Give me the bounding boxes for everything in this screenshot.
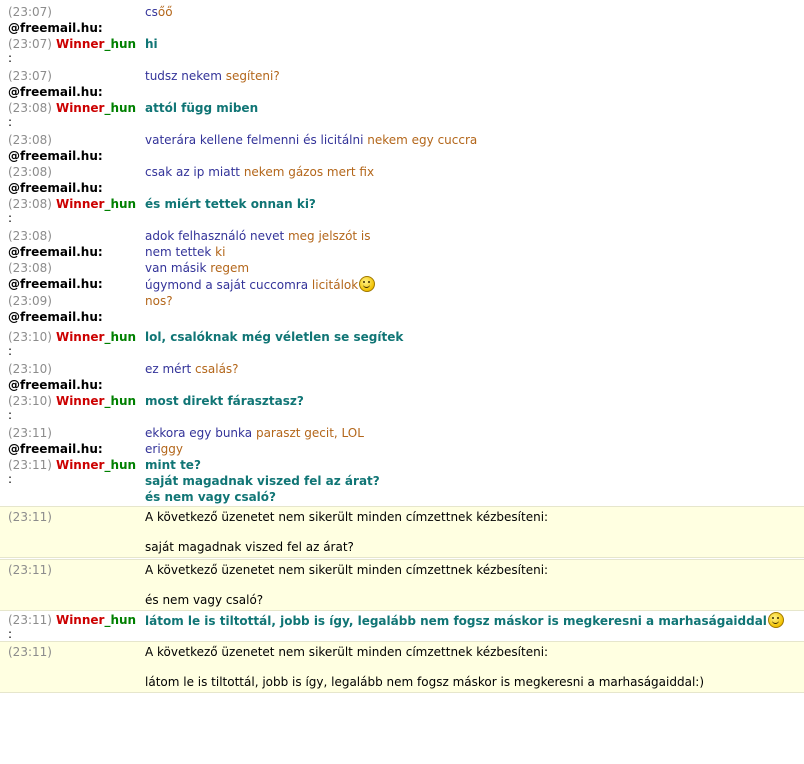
smiley-icon (359, 276, 375, 292)
message-text (145, 132, 804, 164)
sender-name-part: Winner (55, 458, 105, 472)
message-text (145, 228, 804, 260)
message-time: (23:07) (8, 37, 52, 51)
message-time: (23:10) (8, 362, 52, 376)
text-line: mint te? (145, 458, 201, 472)
message-meta (0, 36, 145, 64)
chat-message (0, 196, 804, 224)
failed-message-text: és nem vagy csaló? (145, 593, 264, 607)
chat-message (0, 393, 804, 421)
sender-name (56, 37, 136, 51)
chat-message (0, 36, 804, 64)
message-time: (23:11) (8, 510, 52, 524)
message-time: (23:08) (8, 261, 52, 275)
sender-name: @freemail.hu: (8, 277, 103, 291)
text-part: segíteni? (225, 69, 280, 83)
text-part: nekem (181, 69, 226, 83)
message-time: (23:08) (8, 165, 52, 179)
message-meta (0, 228, 145, 260)
delivery-failure-notice (0, 641, 804, 693)
sender-name-part: Winner (55, 330, 105, 344)
sender-name: @freemail.hu: (8, 310, 103, 324)
message-meta (0, 68, 145, 100)
message-text (145, 293, 804, 325)
message-meta (0, 329, 145, 357)
message-meta (0, 425, 145, 457)
message-time: (23:10) (8, 394, 52, 408)
sender-name (56, 458, 136, 472)
message-meta (0, 457, 145, 505)
sender-name-part: _hun (104, 101, 137, 115)
message-text (145, 260, 804, 293)
sender-name: @freemail.hu: (8, 85, 103, 99)
text-part: csak az ip miatt (145, 165, 244, 179)
message-text (145, 612, 804, 640)
text-part: nekem gázos mert fix (243, 165, 375, 179)
sender-name: @freemail.hu: (8, 181, 103, 195)
chat-message (0, 361, 804, 393)
message-text (145, 4, 804, 36)
notice-text: A következő üzenetet nem sikerült minden címzettnek kézbesíteni: (145, 510, 549, 524)
chat-message (0, 68, 804, 100)
message-time: (23:11) (8, 563, 52, 577)
sender-name: @freemail.hu: (8, 442, 103, 456)
message-time: (23:11) (8, 613, 52, 627)
message-text: és miért tettek onnan ki? (145, 197, 316, 211)
message-meta (0, 393, 145, 421)
text-line: saját magadnak viszed fel az árat? (145, 474, 380, 488)
text-part: licitálok (311, 278, 359, 292)
text-part: úgymond a saját cuccomra (145, 278, 312, 292)
delivery-failure-notice (0, 559, 804, 611)
message-meta (0, 164, 145, 196)
text-part: nos? (145, 294, 173, 308)
message-text (145, 642, 804, 692)
message-meta (0, 507, 145, 557)
chat-message (0, 4, 804, 36)
message-time: (23:11) (8, 645, 52, 659)
sender-name-part: Winner (55, 394, 105, 408)
message-text (145, 164, 804, 196)
chat-message (0, 164, 804, 196)
message-text: most direkt fárasztasz? (145, 394, 304, 408)
message-meta (0, 100, 145, 128)
sender-name (56, 330, 136, 344)
message-text (145, 425, 804, 457)
sender-name (56, 197, 136, 211)
sender-name-part: Winner (55, 613, 105, 627)
message-time: (23:08) (8, 229, 52, 243)
text-part: meg jelszót is (287, 229, 371, 243)
message-time: (23:08) (8, 197, 52, 211)
text-part: csalás? (195, 362, 239, 376)
message-text: hi (145, 37, 158, 51)
sender-name-part: Winner (55, 197, 105, 211)
message-text: attól függ miben (145, 101, 259, 115)
text-part: látom le is tiltottál, jobb is így, legalább nem fogsz máskor is megkeresni a marhaságaiddal (145, 614, 767, 628)
message-text (145, 457, 804, 505)
sender-suffix: : (8, 344, 13, 358)
message-meta (0, 132, 145, 164)
message-time: (23:08) (8, 133, 52, 147)
message-meta (0, 361, 145, 393)
text-part: van másik (145, 261, 211, 275)
message-meta (0, 293, 145, 325)
message-time: (23:11) (8, 426, 52, 440)
message-text (145, 560, 804, 610)
message-meta (0, 260, 145, 293)
text-part: tudsz (145, 69, 182, 83)
text-part: ekkora egy bunka (145, 426, 256, 440)
notice-text: A következő üzenetet nem sikerült minden címzettnek kézbesíteni: (145, 563, 549, 577)
sender-suffix: : (8, 211, 13, 225)
message-time: (23:07) (8, 69, 52, 83)
chat-message (0, 260, 804, 293)
sender-suffix: : (8, 472, 13, 486)
message-time: (23:08) (8, 101, 52, 115)
sender-name-part: _hun (104, 37, 137, 51)
sender-name: @freemail.hu: (8, 21, 103, 35)
sender-suffix: : (8, 408, 13, 422)
message-time: (23:09) (8, 294, 52, 308)
message-meta (0, 612, 145, 640)
failed-message-text: saját magadnak viszed fel az árat? (145, 540, 354, 554)
sender-name-part: _hun (104, 394, 137, 408)
sender-name (56, 394, 136, 408)
text-part: regem (210, 261, 250, 275)
text-part: eri (145, 442, 161, 456)
message-meta (0, 642, 145, 692)
message-text: lol, csalóknak még véletlen se segítek (145, 330, 404, 344)
smiley-icon (768, 612, 784, 628)
message-text (145, 507, 804, 557)
sender-name: @freemail.hu: (8, 378, 103, 392)
sender-suffix: : (8, 115, 13, 129)
sender-name (56, 101, 136, 115)
sender-name (56, 613, 136, 627)
text-part: őő (157, 5, 173, 19)
sender-suffix: : (8, 627, 13, 641)
chat-message (0, 100, 804, 128)
message-time: (23:10) (8, 330, 52, 344)
sender-name-part: Winner (55, 37, 105, 51)
chat-message (0, 132, 804, 164)
chat-message (0, 228, 804, 260)
chat-message (0, 612, 804, 640)
sender-name-part: _hun (104, 330, 137, 344)
text-part: cs (145, 5, 158, 19)
text-part: paraszt gecit, LOL (255, 426, 364, 440)
text-part: ggy (160, 442, 183, 456)
sender-name-part: _hun (104, 613, 137, 627)
sender-name-part: Winner (55, 101, 105, 115)
sender-name: @freemail.hu: (8, 245, 103, 259)
sender-name-part: _hun (104, 197, 137, 211)
text-part: adok felhasználó nevet (145, 229, 288, 243)
chat-message (0, 329, 804, 357)
sender-name: @freemail.hu: (8, 149, 103, 163)
text-part: vaterára kellene felmenni és licitálni (145, 133, 368, 147)
text-part: ez mért (145, 362, 196, 376)
text-part: nem tettek (145, 245, 216, 259)
chat-message (0, 457, 804, 505)
sender-suffix: : (8, 51, 13, 65)
message-meta (0, 196, 145, 224)
notice-text: A következő üzenetet nem sikerült minden címzettnek kézbesíteni: (145, 645, 549, 659)
message-text (145, 68, 804, 100)
message-time: (23:11) (8, 458, 52, 472)
chat-message (0, 425, 804, 457)
message-meta (0, 560, 145, 610)
message-meta (0, 4, 145, 36)
message-time: (23:07) (8, 5, 52, 19)
chat-message (0, 293, 804, 325)
text-line: és nem vagy csaló? (145, 490, 277, 504)
text-part: nekem egy cuccra (367, 133, 478, 147)
message-text (145, 361, 804, 393)
text-part: ki (215, 245, 226, 259)
delivery-failure-notice (0, 506, 804, 558)
sender-name-part: _hun (104, 458, 137, 472)
failed-message-text: látom le is tiltottál, jobb is így, legalább nem fogsz máskor is megkeresni a marhaságaiddal:) (145, 675, 704, 689)
